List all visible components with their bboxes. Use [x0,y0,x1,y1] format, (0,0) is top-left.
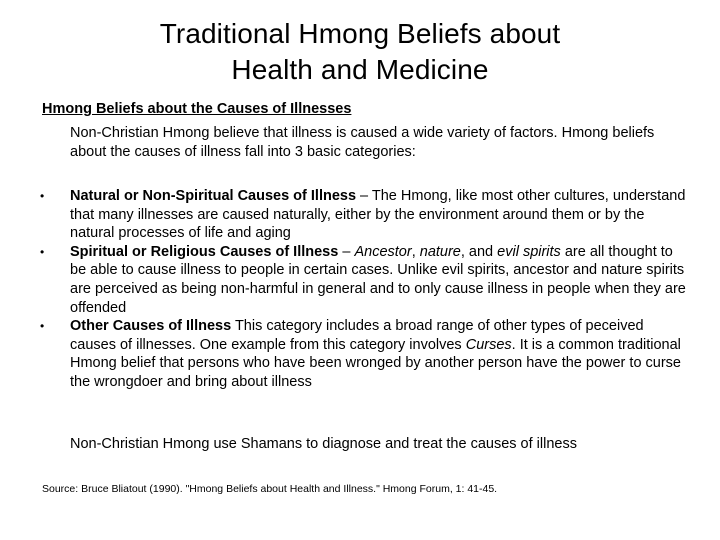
section-heading: Hmong Beliefs about the Causes of Illnesses [42,101,352,117]
bullet-item-other [42,317,692,391]
emphasis-ancestor: Ancestor [354,243,412,260]
source-citation: Source: Bruce Bliatout (1990). "Hmong Beliefs about Health and Illness." Hmong Forum, 1: 41-45. [42,483,498,495]
title-line-2: Health and Medicine [231,54,489,85]
closing-statement: Non-Christian Hmong use Shamans to diagnose and treat the causes of illness [70,436,577,452]
bullet-text: are all thought to be able to cause illness to people in certain cases. Unlike evil spirits, ancestor and nature spirits are perceived as being non-harmful in general and to only cause illness in people when they are offended [70,243,686,316]
emphasis-curses: Curses [465,336,512,353]
bullet-item-spiritual [42,243,692,317]
bullet-text: . It is a common traditional Hmong belief that persons who have been wronged by another person have the power to curse the wrongdoer and bring about illness [70,336,681,390]
bullet-text: This category includes a broad range of other types of peceived causes of illnesses. One example from this category involves [70,318,644,353]
bullet-title: Spiritual or Religious Causes of Illness [70,243,339,260]
slide-title [0,16,720,88]
bullet-item-natural [42,187,692,243]
bullet-text: – [338,243,355,260]
bullet-icon: • [40,189,45,203]
emphasis-evil-spirits: evil spirits [497,243,561,260]
title-line-1: Traditional Hmong Beliefs about [159,18,561,49]
bullet-title: Natural or Non-Spiritual Causes of Illness [70,188,357,204]
bullet-text: – The Hmong, like most other cultures, understand that many illnesses are caused naturally, either by the environment around them or by the natural processes of life and aging [70,188,686,242]
bullet-title: Other Causes of Illness [70,318,232,335]
emphasis-nature: nature [419,243,461,260]
bullet-icon: • [40,244,45,259]
bullet-icon: • [40,319,45,334]
bullet-text: , [411,243,420,260]
intro-paragraph: Non-Christian Hmong believe that illness is caused a wide variety of factors. Hmong beliefs about the causes of illness fall into 3 basic categories: [70,125,655,160]
bullet-text: , and [460,243,498,260]
bullet-list [42,187,692,392]
